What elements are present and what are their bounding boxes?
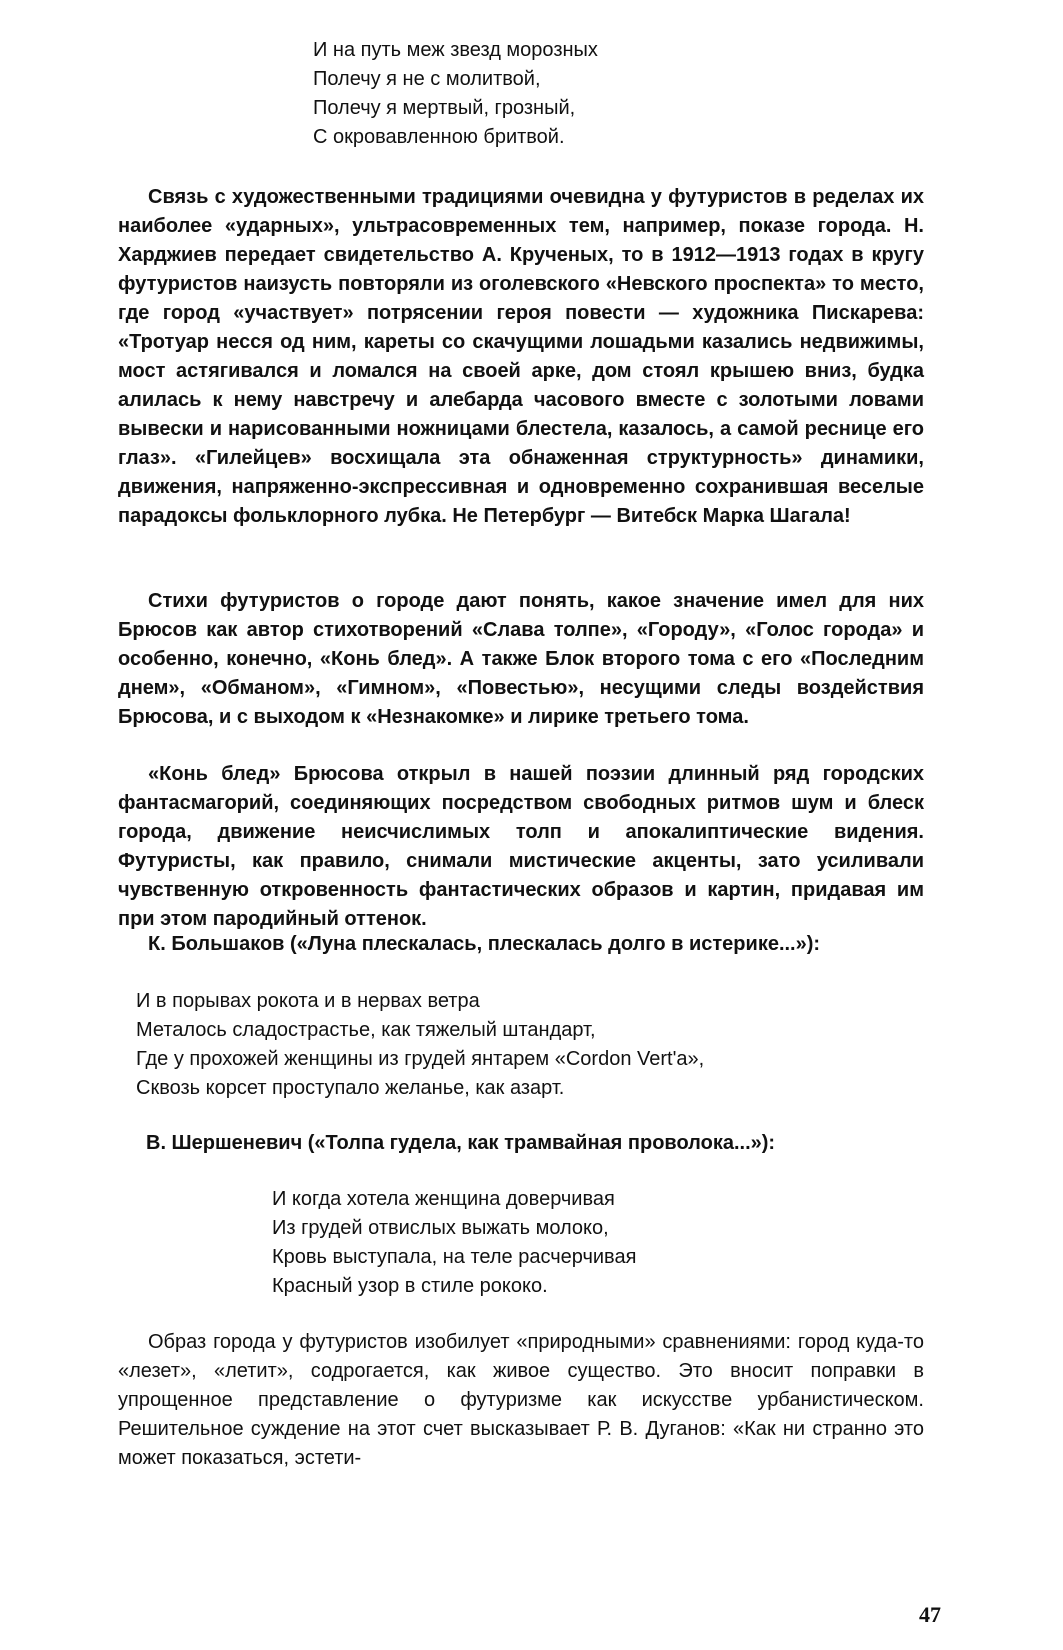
verse-line: Сквозь корсет проступало желанье, как азарт. xyxy=(136,1077,565,1099)
page-number: 47 xyxy=(919,1602,941,1627)
verse-line: Где у прохожей женщины из грудей янтарем «Cordon Vert'a», xyxy=(136,1048,705,1070)
verse-stanza-1 xyxy=(313,36,753,152)
verse-line: Металось сладострастье, как тяжелый штандарт, xyxy=(136,1019,596,1041)
verse-stanza-2 xyxy=(136,987,926,1103)
verse-line: Из грудей отвислых выжать молоко, xyxy=(272,1217,609,1239)
verse-line: И на путь меж звезд морозных xyxy=(313,39,598,61)
verse-line: Красный узор в стиле рококо. xyxy=(272,1275,548,1297)
verse-line: Полечу я не с молитвой, xyxy=(313,68,541,90)
verse-line: Кровь выступала, на теле расчерчивая xyxy=(272,1246,637,1268)
quote-intro-shershenevich: В. Шершеневич («Толпа гудела, как трамвайная проволока...»): xyxy=(146,1132,776,1154)
paragraph-3: «Конь блед» Брюсова открыл в нашей поэзии длинный ряд городских фантасмагорий, соединяющих посредством свободных ритмов шум и блеск города, движение неисчислимых толп и апокалиптические видения. Футуристы, как правило, снимали мистические акценты, зато усиливали чувственную откровенность фантастических образов и картин, придавая им при этом пародийный оттенок. xyxy=(118,763,924,930)
verse-line: С окровавленною бритвой. xyxy=(313,126,565,148)
verse-line: И в порывах рокота и в нервах ветра xyxy=(136,990,480,1012)
verse-line: Полечу я мертвый, грозный, xyxy=(313,97,576,119)
paragraph-1: Связь с художественными традициями очевидна у футуристов в ределах их наиболее «ударных», ультрасовременных тем, например, показе города. Н. Харджиев передает свидетельство А. Крученых, то в 1912—1913 годах в кругу футуристов наизусть повторяли из оголевского «Невского проспекта» то место, где город «участвует» потрясении героя повести — художника Пискарева: «Тротуар несся од ним, кареты со скачущими лошадьми казались недвижимы, мост астягивался и ломался на своей арке, дом стоял крышею вниз, будка алилась к нему навстречу и алебарда часового вместе с золотыми ловами вывески и нарисованными ножницами блестела, казалось, а самой реснице его глаз». «Гилейцев» восхищала эта обнаженная структурность» динамики, движения, напряженно-экспрессивная и одновременно сохранившая веселые парадоксы фольклорного лубка. Не Петербург — Витебск Марка Шагала! xyxy=(118,186,924,527)
verse-line: И когда хотела женщина доверчивая xyxy=(272,1188,615,1210)
quote-intro-bolshakov: К. Большаков («Луна плескалась, плескалась долго в истерике...»): xyxy=(148,933,821,955)
verse-stanza-3 xyxy=(272,1185,752,1301)
paragraph-4: Образ города у футуристов изобилует «природными» сравнениями: город куда-то «лезет», «летит», содрогается, как живое существо. Это вносит поправки в упрощенное представление о футуризме как искусстве урбанистическом. Решительное суждение на этот счет высказывает Р. В. Дуганов: «Как ни странно это может показаться, эстети- xyxy=(118,1331,924,1469)
paragraph-2: Стихи футуристов о городе дают понять, какое значение имел для них Брюсов как автор стихотворений «Слава толпе», «Городу», «Голос города» и особенно, конечно, «Конь блед». А также Блок второго тома с его «Последним днем», «Обманом», «Гимном», «Повестью», несущими следы воздействия Брюсова, и с выходом к «Незнакомке» и лирике третьего тома. xyxy=(118,590,924,728)
